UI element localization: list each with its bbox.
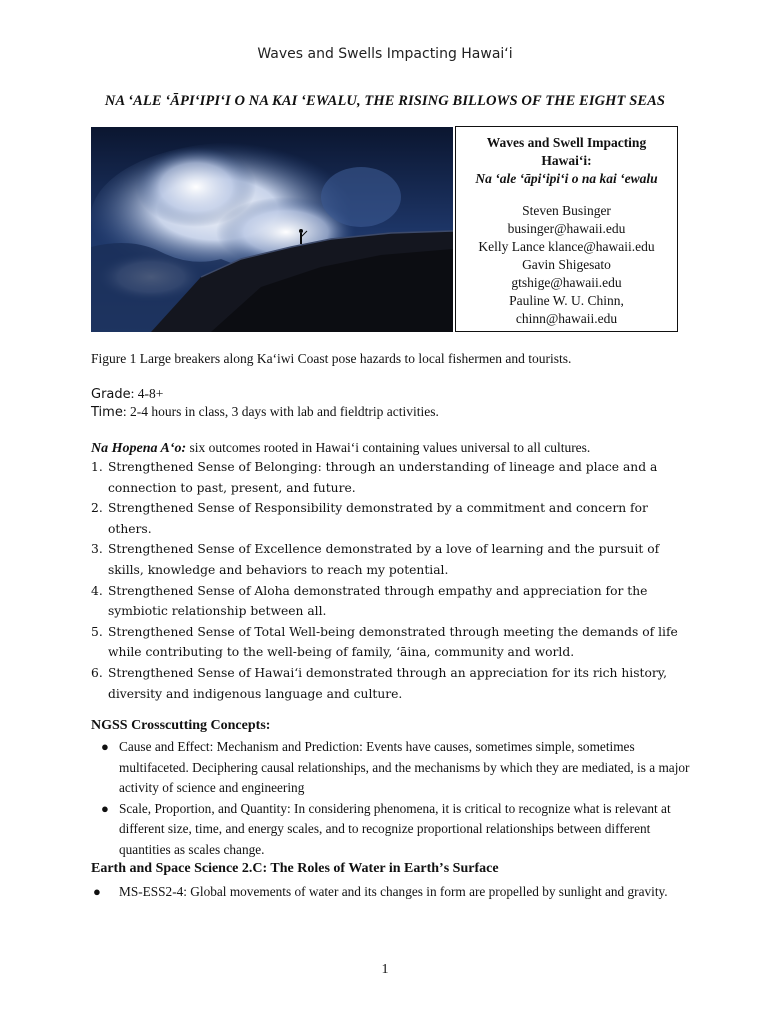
list-item: 3. Strengthened Sense of Excellence demonstrated by a love of learning and the pursuit of skills, knowledge and behaviors to reach my potential. bbox=[91, 542, 660, 577]
time-line bbox=[91, 404, 439, 420]
grade-label: Grade bbox=[91, 387, 131, 402]
wave-photo-illustration bbox=[91, 127, 453, 332]
breaking-wave-photo bbox=[91, 127, 453, 332]
ngss-list bbox=[91, 737, 691, 861]
grade-line bbox=[91, 386, 163, 402]
bullet-icon: ● bbox=[101, 739, 109, 754]
list-item: 1. Strengthened Sense of Belonging: through an understanding of lineage and place and a connection to past, present, and future. bbox=[91, 460, 658, 495]
list-item: 5. Strengthened Sense of Total Well-being demonstrated through meeting the demands of life while contributing to the well-being of family, ʻāina, community and world. bbox=[91, 624, 678, 660]
hopena-label: Na Hopena Aʻo: bbox=[91, 441, 187, 456]
list-item: 2. Strengthened Sense of Responsibility demonstrated by a commitment and concern for others. bbox=[91, 501, 648, 536]
ess-list bbox=[91, 882, 691, 903]
list-item: ● MS-ESS2-4: Global movements of water and its changes in form are propelled by sunlight and gravity. bbox=[91, 882, 691, 903]
ngss-heading: NGSS Crosscutting Concepts: bbox=[91, 718, 271, 733]
info-box-subtitle: Na ʻale ʻāpiʻipiʻi o na kai ʻewalu bbox=[475, 171, 658, 186]
ess-heading: Earth and Space Science 2.C: The Roles of Water in Earthʼs Surface bbox=[91, 861, 499, 876]
list-item: 6. Strengthened Sense of Hawaiʻi demonstrated through an appreciation for its rich history, diversity and indigenous language and culture. bbox=[91, 665, 667, 701]
author-line: Pauline W. U. Chinn, bbox=[509, 293, 624, 308]
time-label: Time bbox=[91, 405, 123, 420]
author-line: Kelly Lance klance@hawaii.edu bbox=[478, 239, 655, 254]
author-email-link[interactable]: businger@hawaii.edu bbox=[507, 221, 626, 236]
bullet-icon: ● bbox=[101, 800, 109, 816]
page-number: 1 bbox=[381, 962, 389, 977]
document-title: NA ʻALE ʻĀPIʻIPIʻI O NA KAI ʻEWALU, THE RISING BILLOWS OF THE EIGHT SEAS bbox=[104, 93, 666, 109]
list-item: 4. Strengthened Sense of Aloha demonstrated through empathy and appreciation for the symbiotic relationship between all. bbox=[91, 583, 648, 619]
time-value: : 2-4 hours in class, 3 days with lab and fieldtrip activities. bbox=[122, 404, 439, 419]
list-item: ● Scale, Proportion, and Quantity: In considering phenomena, it is critical to recognize what is relevant at different size, time, and energy scales, and to recognize proportional relationships between different quantities as scales change. bbox=[101, 800, 671, 857]
hopena-intro-text: six outcomes rooted in Hawaiʻi containing values universal to all cultures. bbox=[186, 440, 591, 455]
figure-caption: Figure 1 Large breakers along Kaʻiwi Coast pose hazards to local fishermen and tourists. bbox=[91, 351, 572, 366]
grade-value: : 4-8+ bbox=[130, 386, 164, 401]
list-item: ● Cause and Effect: Mechanism and Prediction: Events have causes, sometimes simple, sometimes multifaceted. Deciphering causal relationships, and the mechanisms by which they are mediated, is a major activity of science and engineering bbox=[101, 739, 690, 796]
info-box-title-line1: Waves and Swell Impacting bbox=[486, 135, 647, 150]
bullet-icon: ● bbox=[93, 884, 101, 899]
author-email-link[interactable]: chinn@hawaii.edu bbox=[515, 311, 618, 326]
author-line: Gavin Shigesato bbox=[522, 257, 611, 272]
author-line: Steven Businger bbox=[522, 203, 611, 218]
hopena-intro bbox=[91, 440, 590, 457]
lesson-info-box bbox=[455, 126, 678, 332]
running-header: Waves and Swells Impacting Hawaiʻi bbox=[257, 46, 513, 62]
info-box-title-line2: Hawaiʻi: bbox=[541, 153, 592, 168]
author-email-link[interactable]: gtshige@hawaii.edu bbox=[511, 275, 622, 290]
hopena-outcomes-list bbox=[91, 457, 691, 704]
